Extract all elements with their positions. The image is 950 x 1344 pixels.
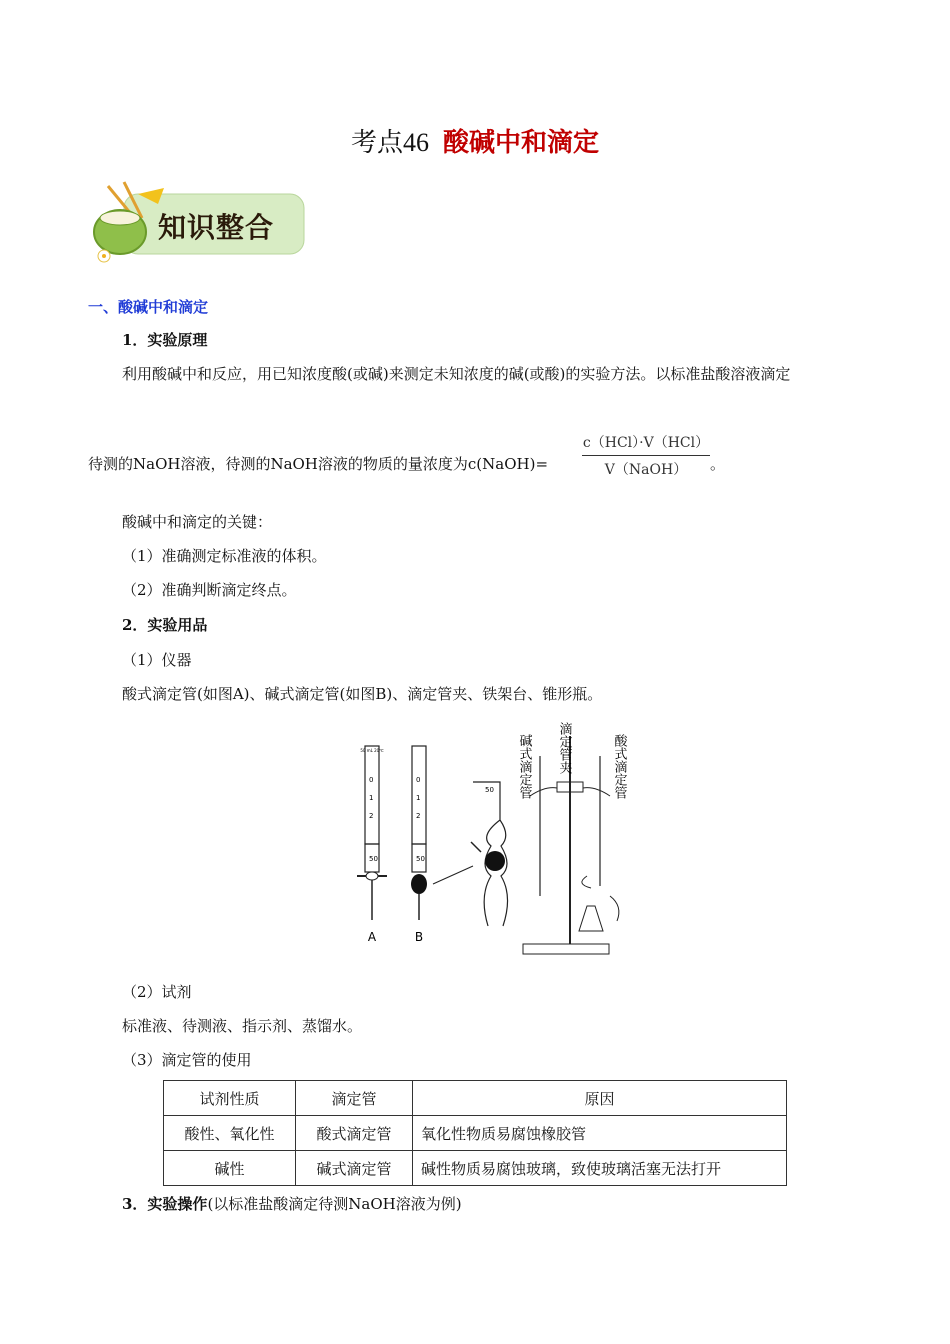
table-cell: 碱性物质易腐蚀玻璃，致使玻璃活塞无法打开 xyxy=(413,1151,787,1186)
page-title xyxy=(0,122,950,159)
reagents-text: 标准液、待测液、指示剂、蒸馏水。 xyxy=(122,1017,363,1035)
subheading-operation xyxy=(122,1194,462,1214)
reagents-label: （2）试剂 xyxy=(122,983,192,1001)
scale-0-a: 0 xyxy=(369,776,374,784)
scale-1-a: 1 xyxy=(369,794,374,802)
scale-2-a: 2 xyxy=(369,812,374,820)
section-banner xyxy=(88,180,308,270)
table-cell: 酸式滴定管 xyxy=(296,1116,413,1151)
scale-50-a: 50 xyxy=(369,855,378,863)
instruments-text: 酸式滴定管(如图A)、碱式滴定管(如图B)、滴定管夹、铁架台、锥形瓶。 xyxy=(122,685,603,703)
title-name: 酸碱中和滴定 xyxy=(443,128,600,158)
formula-numerator: c（HCl）·V（HCl） xyxy=(582,435,710,451)
key-point-2: （2）准确判断滴定终点。 xyxy=(122,581,297,599)
table-row xyxy=(164,1116,787,1151)
operation-heading: 3．实验操作 xyxy=(122,1195,208,1213)
label-acid-burette: 酸式滴定管 xyxy=(611,734,627,799)
formula-denominator: V（NaOH） xyxy=(604,462,688,478)
table-cell: 碱式滴定管 xyxy=(296,1151,413,1186)
table-cell: 氧化性物质易腐蚀橡胶管 xyxy=(413,1116,787,1151)
formula-end: 。 xyxy=(710,455,726,473)
key-points-label: 酸碱中和滴定的关键： xyxy=(122,513,273,531)
burette-usage-table xyxy=(163,1080,787,1186)
table-header: 滴定管 xyxy=(296,1081,413,1116)
table-header: 试剂性质 xyxy=(164,1081,296,1116)
scale-1-b: 1 xyxy=(416,794,421,802)
burette-top-label: 50 mL 20℃ xyxy=(360,748,384,753)
burette-diagram xyxy=(355,716,645,962)
table-cell: 酸性、氧化性 xyxy=(164,1116,296,1151)
apparatus-figure xyxy=(355,716,645,962)
subheading-principle: 1．实验原理 xyxy=(122,331,208,349)
label-base-burette: 碱式滴定管 xyxy=(516,734,532,799)
title-number: 考点46 xyxy=(350,128,429,157)
table-cell: 碱性 xyxy=(164,1151,296,1186)
concentration-formula xyxy=(582,432,710,479)
scale-2-b: 2 xyxy=(416,812,421,820)
scale-50-b: 50 xyxy=(416,855,425,863)
scale-50-zoom: 50 xyxy=(485,786,494,794)
banner-title: 知识整合 xyxy=(158,211,275,244)
table-header: 原因 xyxy=(413,1081,787,1116)
operation-note: (以标准盐酸滴定待测NaOH溶液为例) xyxy=(207,1195,462,1213)
label-a: A xyxy=(367,930,377,944)
table-header-row xyxy=(164,1081,787,1116)
scale-0-b: 0 xyxy=(416,776,421,784)
key-point-1: （1）准确测定标准液的体积。 xyxy=(122,547,327,565)
label-burette-clamp: 滴定管夹 xyxy=(556,722,572,774)
table-row xyxy=(164,1151,787,1186)
burette-usage-label: （3）滴定管的使用 xyxy=(122,1051,252,1069)
fraction-bar xyxy=(582,455,710,456)
paragraph-principle-cont: 待测的NaOH溶液，待测的NaOH溶液的物质的量浓度为c(NaOH)= xyxy=(88,455,549,473)
instruments-label: （1）仪器 xyxy=(122,651,192,669)
subheading-supplies: 2．实验用品 xyxy=(122,616,208,634)
paragraph-principle: 利用酸碱中和反应，用已知浓度酸(或碱)来测定未知浓度的碱(或酸)的实验方法。以标准盐酸溶液滴定 xyxy=(122,365,791,383)
label-b: B xyxy=(414,930,424,944)
section-heading: 一、酸碱中和滴定 xyxy=(88,298,209,316)
